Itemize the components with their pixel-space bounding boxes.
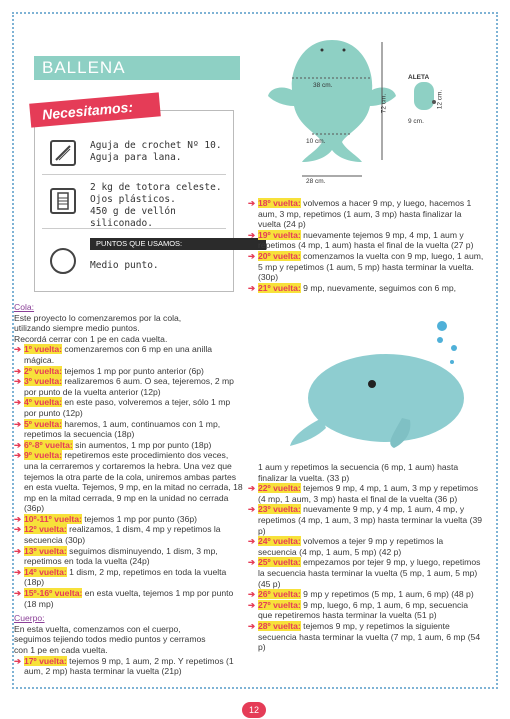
body-row: ➔ 22º vuelta: tejemos 9 mp, 4 mp, 1 aum, 3 mp y repetimos (4 mp, 1 aum, 3 mp) hasta el final de la vuelta (36 p) (248, 483, 478, 504)
arrow-icon: ➔ (14, 566, 22, 577)
cuerpo-title: Cuerpo: (14, 613, 45, 624)
arrow-icon: ➔ (14, 376, 22, 387)
page-number: 12 (242, 702, 266, 718)
diagram-base-label: 28 cm. (306, 178, 326, 185)
aleta-width-label: 9 cm. (408, 118, 424, 125)
right-column-bottom (248, 462, 484, 653)
arrow-icon: ➔ (14, 588, 22, 599)
arrow-icon: ➔ (248, 282, 256, 293)
arrow-icon: ➔ (248, 198, 256, 208)
cola-row: ➔ 5º vuelta: haremos, 1 aum, continuamos con 1 mp, repetimos la secuencia (18p) (14, 418, 221, 440)
diagram-tail-label: 10 cm. (306, 138, 326, 145)
diagram-height-label: 72 cm. (380, 93, 388, 114)
cola-row: ➔ 9º vuelta: repetiremos este procedimiento dos veces, una la cerraremos y cortaremos la hebra. Una vez que tejemos la otra parte de la cola, uniremos ambas partes en esta vuelta. Tejemos, 9 mp, en la mitad no cerrada, 18 mp en la mitad cerrada, 9 mp en la unidad no cerrada (36p) (14, 450, 243, 514)
cola-row: ➔ 15º-16º vuelta: en esta vuelta, tejemos 1 mp por punto (18 mp) (14, 588, 234, 609)
body-row: ➔ 23º vuelta: nuevamente 9 mp, y 4 mp, 1 aum, 4 mp, y repetimos (4 mp, 1 aum, 3 mp) hasta terminar la vuelta (39 p) (248, 504, 483, 536)
material-line: 2 kg de totora celeste. (90, 182, 222, 193)
body-row: ➔ 20º vuelta: comenzamos la vuelta con 9 mp, luego, 1 aum, 5 mp y repetimos (1 aum, 5 mp) hasta terminar la vuelta. (30p) (248, 250, 484, 283)
arrow-icon: ➔ (14, 344, 22, 355)
stitch-loop-icon (50, 248, 76, 274)
material-line: Aguja para lana. (90, 152, 182, 163)
material-row-yarn (42, 176, 226, 229)
body-row: ➔ 21º vuelta: 9 mp, nuevamente, seguimos con 6 mp, (248, 282, 457, 293)
cuerpo-row: ➔ 17º vuelta: tejemos 9 mp, 1 aum, 2 mp. Y repetimos (1 aum, 2 mp) hasta terminar la vuelta (21p) (14, 655, 234, 677)
cola-title: Cola: (14, 302, 35, 312)
cuerpo-intro-line: En esta vuelta, comenzamos con el cuerpo, (14, 623, 181, 634)
arrow-icon: ➔ (14, 545, 22, 556)
right-column-top (248, 198, 484, 293)
cuerpo-intro-line: seguimos tejiendo todos medio puntos y cerramos (14, 634, 206, 645)
materials-banner: Necesitamos: (29, 92, 161, 127)
arrow-icon: ➔ (248, 620, 256, 631)
arrow-icon: ➔ (14, 397, 22, 408)
body-row: ➔ 24º vuelta: volvemos a tejer 9 mp y repetimos la secuencia (4 mp, 1 aum, 5 mp) (42 p) (248, 536, 444, 557)
body-row: ➔ 26º vuelta: 9 mp y repetimos (5 mp, 1 aum, 6 mp) (48 p) (248, 589, 474, 600)
row-21-continuation: 1 aum y repetimos la secuencia (6 mp, 1 aum) hasta finalizar la vuelta. (33 p) (258, 462, 459, 483)
arrow-icon: ➔ (14, 524, 22, 535)
arrow-icon: ➔ (14, 418, 22, 429)
arrow-icon: ➔ (248, 229, 256, 240)
cola-row: ➔ 13º vuelta: seguimos disminuyendo, 1 dism, 3 mp, repetimos en toda la vuelta (24p) (14, 545, 218, 567)
material-line: Aguja de crochet Nº 10. (90, 140, 222, 151)
needle-icon (50, 140, 76, 166)
page-title: BALLENA (34, 56, 240, 80)
body-row: ➔ 18º vuelta: volvemos a hacer 9 mp, y luego, hacemos 1 aum, 3 mp, repetimos (1 aum, 3 mp) hasta finalizar la vuelta (24 p) (248, 198, 472, 230)
aleta-height-label: 12 cm. (436, 89, 444, 110)
cola-row: ➔ 6º-8º vuelta: sin aumentos, 1 mp por punto (18p) (14, 439, 212, 450)
arrow-icon: ➔ (248, 599, 256, 610)
body-row: ➔ 28º vuelta: tejemos 9 mp, y repetimos la siguiente secuencia hasta terminar la vuelta (7 mp, 1 aum, 6 mp (54 p) (248, 620, 481, 653)
arrow-icon: ➔ (14, 439, 22, 450)
arrow-icon: ➔ (248, 504, 256, 515)
cola-row: ➔ 1º vuelta: comenzaremos con 6 mp en una anilla mágica. (14, 344, 213, 365)
dotted-border-top (12, 12, 498, 14)
diagram-width-label: 38 cm. (313, 82, 333, 89)
arrow-icon: ➔ (248, 536, 256, 547)
material-row-needle (42, 130, 226, 175)
left-column (14, 302, 244, 677)
aleta-label: ALETA (408, 74, 430, 81)
cola-row: ➔ 4º vuelta: en este paso, volveremos a tejer, sólo 1 mp por punto (12p) (14, 397, 231, 418)
arrow-icon: ➔ (248, 557, 256, 568)
arrow-icon: ➔ (14, 450, 22, 461)
cola-intro-line: Este proyecto lo comenzaremos por la cola, (14, 312, 182, 323)
body-row: ➔ 27º vuelta: 9 mp, luego, 6 mp, 1 aum, 6 mp, secuencia que repetiremos hasta terminar la vuelta (51 p) (248, 599, 468, 621)
arrow-icon: ➔ (248, 589, 256, 600)
cola-row: ➔ 10º-11º vuelta: tejemos 1 mp por punto (36p) (14, 513, 197, 524)
arrow-icon: ➔ (248, 250, 256, 261)
body-row: ➔ 25º vuelta: empezamos por tejer 9 mp, y luego, repetimos la secuencia hasta terminar la vuelta (5 mp, 1 aum, 5 mp) (45 p) (248, 557, 481, 589)
arrow-icon: ➔ (248, 483, 256, 494)
arrow-icon: ➔ (14, 513, 22, 524)
cola-row: ➔ 3º vuelta: realizaremos 6 aum. O sea, tejeremos, 2 mp por punto de la vuelta anterior (12p) (14, 376, 234, 397)
cola-row: ➔ 12º vuelta: realizamos, 1 dism, 4 mp y repetimos la secuencia (30p) (14, 524, 221, 546)
arrow-icon: ➔ (14, 365, 22, 376)
yarn-spool-icon (50, 188, 76, 214)
cuerpo-intro-line: con 1 pe en cada vuelta. (14, 645, 108, 655)
puntos-value: Medio punto. (90, 260, 159, 271)
cola-intro-line: Recordá cerrar con 1 pe en cada vuelta. (14, 333, 168, 344)
whale-photo (282, 318, 472, 458)
body-row: ➔ 19º vuelta: nuevamente tejemos 9 mp, 4 mp, 1 aum y repetimos (4 mp, 1 aum) hasta el final de la vuelta (27 p) (248, 229, 474, 251)
dotted-border-bottom (12, 687, 498, 689)
cola-intro-line: utilizando siempre medio puntos. (14, 323, 140, 334)
cola-row: ➔ 2º vuelta: tejemos 1 mp por punto anterior (6p) (14, 365, 204, 376)
cola-row: ➔ 14º vuelta: 1 dism, 2 mp, repetimos en toda la vuelta (18p) (14, 566, 227, 588)
material-line: 450 g de vellón siliconado. (90, 206, 176, 229)
material-line: Ojos plásticos. (90, 194, 176, 205)
arrow-icon: ➔ (14, 655, 22, 666)
puntos-header: PUNTOS QUE USAMOS: (90, 238, 266, 250)
puntos-row (42, 232, 226, 278)
